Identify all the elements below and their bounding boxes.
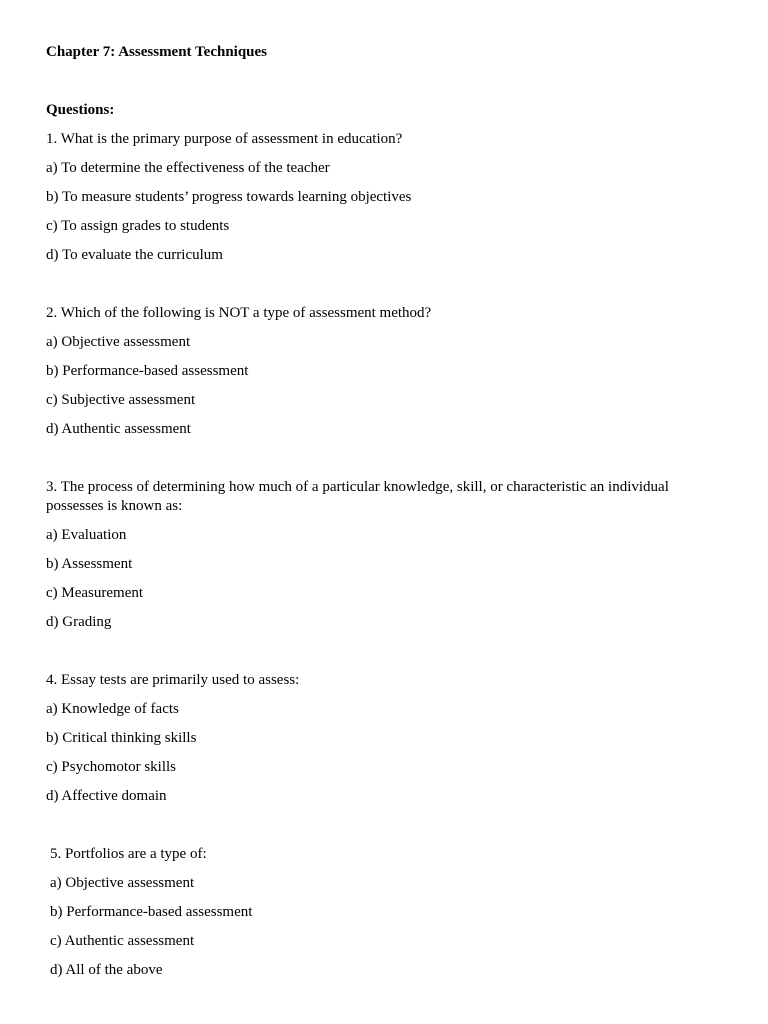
question-prompt: 3. The process of determining how much of a particular knowledge, skill, or characteristic an individual possesses is known as: (46, 479, 669, 514)
answer-option: d) Affective domain (46, 788, 167, 804)
answer-option: c) Subjective assessment (46, 392, 196, 408)
answer-option: d) Authentic assessment (46, 421, 191, 437)
answer-option: c) To assign grades to students (46, 218, 230, 234)
answer-option: c) Measurement (46, 585, 144, 601)
answer-option: a) To determine the effectiveness of the teacher (46, 160, 330, 176)
answer-option: b) To measure students’ progress towards learning objectives (46, 189, 412, 205)
chapter-title: Chapter 7: Assessment Techniques (46, 44, 268, 60)
answer-option: d) To evaluate the curriculum (46, 247, 223, 263)
question-prompt: 2. Which of the following is NOT a type of assessment method? (46, 305, 432, 321)
answer-option: b) Performance-based assessment (46, 363, 249, 379)
answer-option: c) Authentic assessment (50, 933, 195, 949)
answer-option: a) Objective assessment (46, 334, 191, 350)
answer-option: c) Psychomotor skills (46, 759, 176, 775)
answer-option: d) All of the above (50, 962, 163, 978)
answer-option: a) Evaluation (46, 527, 127, 543)
answer-option: a) Objective assessment (50, 875, 195, 891)
answer-option: d) Grading (46, 614, 112, 630)
question-prompt: 4. Essay tests are primarily used to assess: (46, 672, 300, 688)
answer-option: b) Critical thinking skills (46, 730, 197, 746)
answer-option: b) Assessment (46, 556, 133, 572)
answer-option: b) Performance-based assessment (50, 904, 253, 920)
questions-heading: Questions: (46, 102, 115, 118)
question-prompt: 1. What is the primary purpose of assessment in education? (46, 131, 403, 147)
question-prompt: 5. Portfolios are a type of: (50, 846, 207, 862)
answer-option: a) Knowledge of facts (46, 701, 179, 717)
